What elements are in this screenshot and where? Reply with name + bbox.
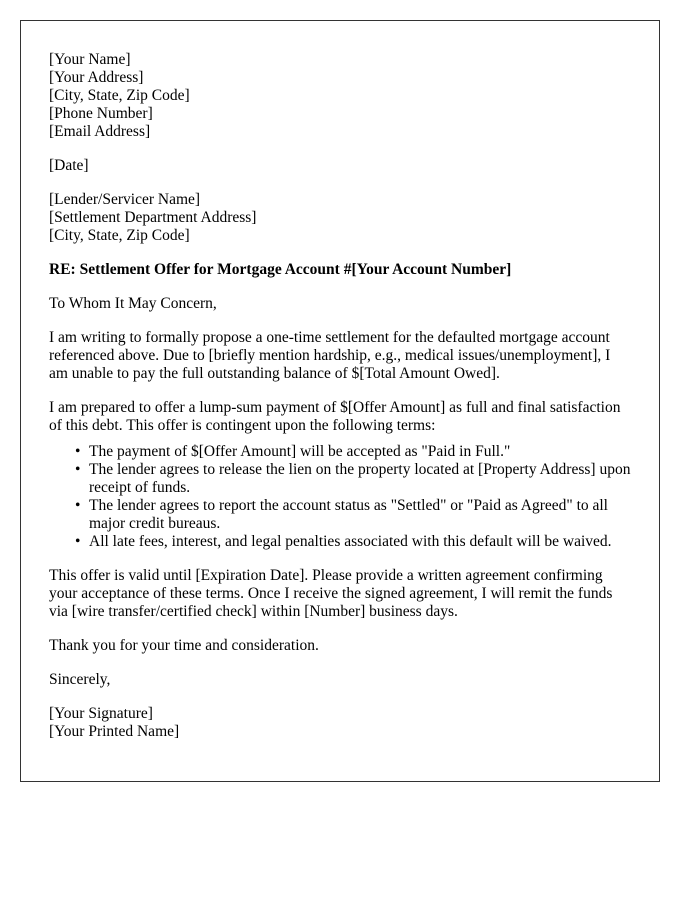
sender-phone: [Phone Number] bbox=[49, 105, 153, 122]
spacer bbox=[49, 655, 631, 671]
recipient-city-state-zip: [City, State, Zip Code] bbox=[49, 227, 190, 244]
spacer bbox=[49, 621, 631, 637]
spacer bbox=[49, 313, 631, 329]
settlement-letter bbox=[20, 20, 660, 782]
printed-name: [Your Printed Name] bbox=[49, 723, 180, 740]
spacer bbox=[49, 279, 631, 295]
term-text: The lender agrees to report the account status as "Settled" or "Paid as Agreed" to all major credit bureaus. bbox=[89, 497, 608, 532]
letter-date: [Date] bbox=[49, 157, 89, 174]
list-item bbox=[75, 533, 631, 551]
term-text: The payment of $[Offer Amount] will be accepted as "Paid in Full." bbox=[89, 443, 511, 460]
recipient-name: [Lender/Servicer Name] bbox=[49, 191, 201, 208]
bullet-icon: • bbox=[75, 443, 81, 460]
sender-email: [Email Address] bbox=[49, 123, 151, 140]
salutation-block bbox=[49, 295, 631, 313]
signature: [Your Signature] bbox=[49, 705, 153, 722]
signature-block bbox=[49, 705, 631, 741]
spacer bbox=[49, 435, 631, 443]
closing-text: Sincerely, bbox=[49, 671, 111, 688]
paragraph-2-text: I am prepared to offer a lump-sum payment of $[Offer Amount] as full and final satisfaction of this debt. This offer is contingent upon the following terms: bbox=[49, 399, 621, 434]
closing-block bbox=[49, 671, 631, 689]
spacer bbox=[49, 383, 631, 399]
thanks-block bbox=[49, 637, 631, 655]
spacer bbox=[49, 245, 631, 261]
sender-address: [Your Address] bbox=[49, 69, 144, 86]
recipient-address: [Settlement Department Address] bbox=[49, 209, 257, 226]
sender-block bbox=[49, 51, 631, 141]
salutation: To Whom It May Concern, bbox=[49, 295, 217, 312]
sender-name: [Your Name] bbox=[49, 51, 131, 68]
term-text: All late fees, interest, and legal penalties associated with this default will be waived. bbox=[89, 533, 612, 550]
body-paragraph-3 bbox=[49, 567, 631, 621]
spacer bbox=[49, 141, 631, 157]
sender-city-state-zip: [City, State, Zip Code] bbox=[49, 87, 190, 104]
date-block bbox=[49, 157, 631, 175]
body-paragraph-1 bbox=[49, 329, 631, 383]
bullet-icon: • bbox=[75, 533, 81, 550]
list-item bbox=[75, 461, 631, 497]
subject-block bbox=[49, 261, 631, 279]
bullet-icon: • bbox=[75, 497, 81, 514]
paragraph-1-text: I am writing to formally propose a one-time settlement for the defaulted mortgage account referenced above. Due to [briefly mention hardship, e.g., medical issues/unemployment], I am unable to pay the full outstanding balance of $[Total Amount Owed]. bbox=[49, 329, 611, 382]
list-item bbox=[75, 497, 631, 533]
subject-line: RE: Settlement Offer for Mortgage Account #[Your Account Number] bbox=[49, 261, 512, 278]
terms-list bbox=[49, 443, 631, 551]
list-item bbox=[75, 443, 631, 461]
spacer bbox=[49, 551, 631, 567]
paragraph-3-text: This offer is valid until [Expiration Date]. Please provide a written agreement confirming your acceptance of these terms. Once I receive the signed agreement, I will remit the funds via [wire transfer/certified check] within [Number] business days. bbox=[49, 567, 613, 620]
thanks-text: Thank you for your time and consideration. bbox=[49, 637, 319, 654]
recipient-block bbox=[49, 191, 631, 245]
bullet-icon: • bbox=[75, 461, 81, 478]
term-text: The lender agrees to release the lien on the property located at [Property Address] upon receipt of funds. bbox=[89, 461, 631, 496]
spacer bbox=[49, 689, 631, 705]
body-paragraph-2 bbox=[49, 399, 631, 435]
spacer bbox=[49, 175, 631, 191]
